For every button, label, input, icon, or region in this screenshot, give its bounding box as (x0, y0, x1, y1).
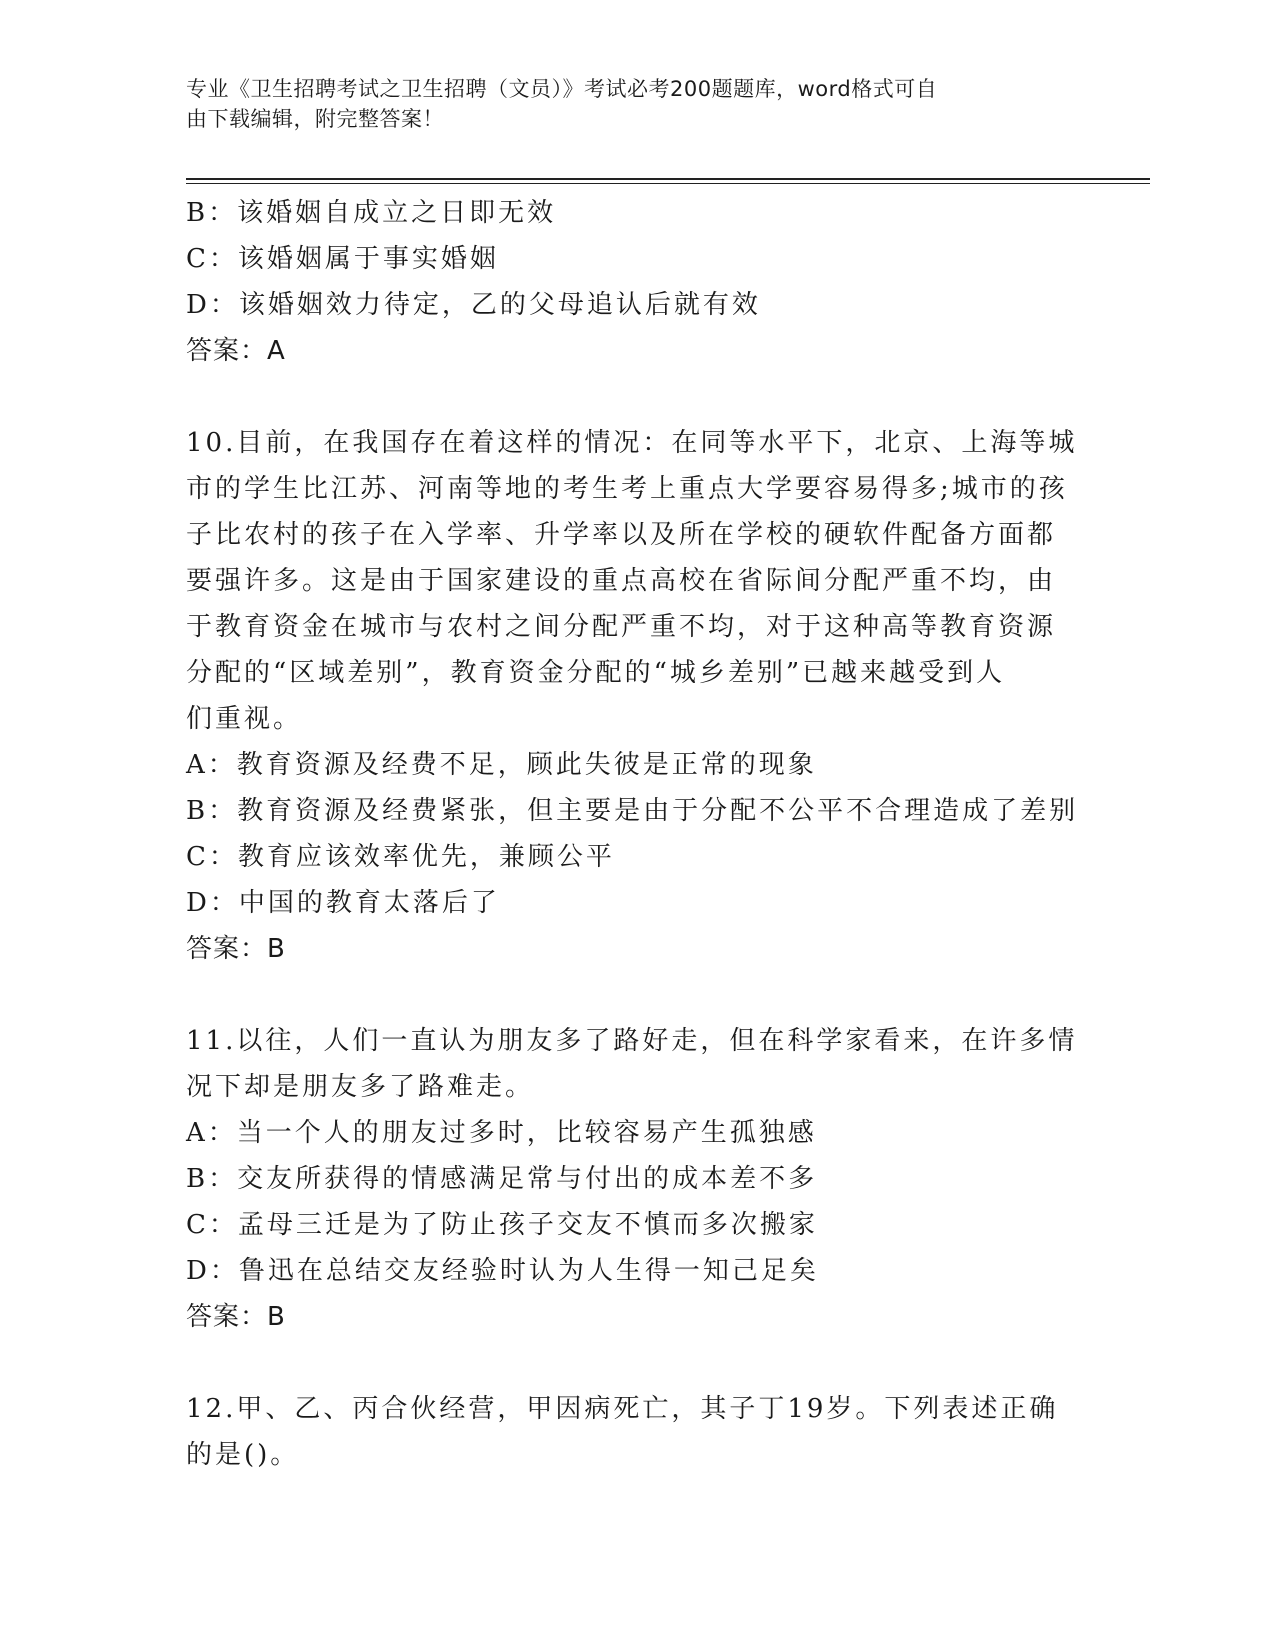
question-11-block (186, 1018, 1086, 1340)
question-10-stem-line: 要强许多。这是由于国家建设的重点高校在省际间分配严重不均，由 (186, 566, 1057, 596)
option-d: D：鲁迅在总结交友经验时认为人生得一知己足矣 (186, 1256, 819, 1286)
question-12-block (186, 1386, 1086, 1478)
option-c: C：孟母三迁是为了防止孩子交友不慎而多次搬家 (186, 1210, 818, 1240)
option-d: D：该婚姻效力待定，乙的父母追认后就有效 (186, 290, 761, 320)
option-c: C：该婚姻属于事实婚姻 (186, 244, 499, 274)
question-10-stem-line: 分配的“区域差别”，教育资金分配的“城乡差别”已越来越受到人 (186, 658, 1006, 688)
question-10-stem-line: 们重视。 (186, 704, 303, 734)
header-divider-thick (186, 178, 1150, 180)
prev-question-block (186, 190, 1086, 374)
question-10-stem-line: 10.目前，在我国存在着这样的情况：在同等水平下，北京、上海等城 (186, 428, 1078, 458)
answer-line: 答案：A (186, 336, 286, 366)
option-b: B：该婚姻自成立之日即无效 (186, 198, 557, 228)
question-10-stem-line: 于教育资金在城市与农村之间分配严重不均，对于这种高等教育资源 (186, 612, 1057, 642)
question-10-block (186, 420, 1086, 972)
question-10-stem-line: 子比农村的孩子在入学率、升学率以及所在学校的硬软件配备方面都 (186, 520, 1057, 550)
question-12-stem-line: 12.甲、乙、丙合伙经营，甲因病死亡，其子丁19岁。下列表述正确 (186, 1394, 1059, 1424)
spacer (186, 972, 1086, 1018)
option-b: B：教育资源及经费紧张，但主要是由于分配不公平不合理造成了差别 (186, 796, 1079, 826)
option-b: B：交友所获得的情感满足常与付出的成本差不多 (186, 1164, 818, 1194)
option-a: A：当一个人的朋友过多时，比较容易产生孤独感 (186, 1118, 817, 1148)
option-a: A：教育资源及经费不足，顾此失彼是正常的现象 (186, 750, 817, 780)
question-content (186, 190, 1086, 1478)
answer-line: 答案：B (186, 1302, 286, 1332)
question-12-stem-line: 的是()。 (186, 1440, 300, 1470)
option-d: D：中国的教育太落后了 (186, 888, 500, 918)
answer-line: 答案：B (186, 934, 286, 964)
spacer (186, 374, 1086, 420)
question-10-stem-line: 市的学生比江苏、河南等地的考生考上重点大学要容易得多;城市的孩 (186, 474, 1068, 504)
header-line-1: 专业《卫生招聘考试之卫生招聘（文员）》考试必考200题题库，word格式可自 (186, 77, 938, 101)
question-11-stem-line: 11.以往，人们一直认为朋友多了路好走，但在科学家看来，在许多情 (186, 1026, 1078, 1056)
document-header (186, 74, 1066, 134)
header-divider-thin (186, 183, 1150, 184)
option-c: C：教育应该效率优先，兼顾公平 (186, 842, 615, 872)
spacer (186, 1340, 1086, 1386)
question-11-stem-line: 况下却是朋友多了路难走。 (186, 1072, 535, 1102)
header-line-2: 由下载编辑，附完整答案！ (186, 107, 444, 131)
